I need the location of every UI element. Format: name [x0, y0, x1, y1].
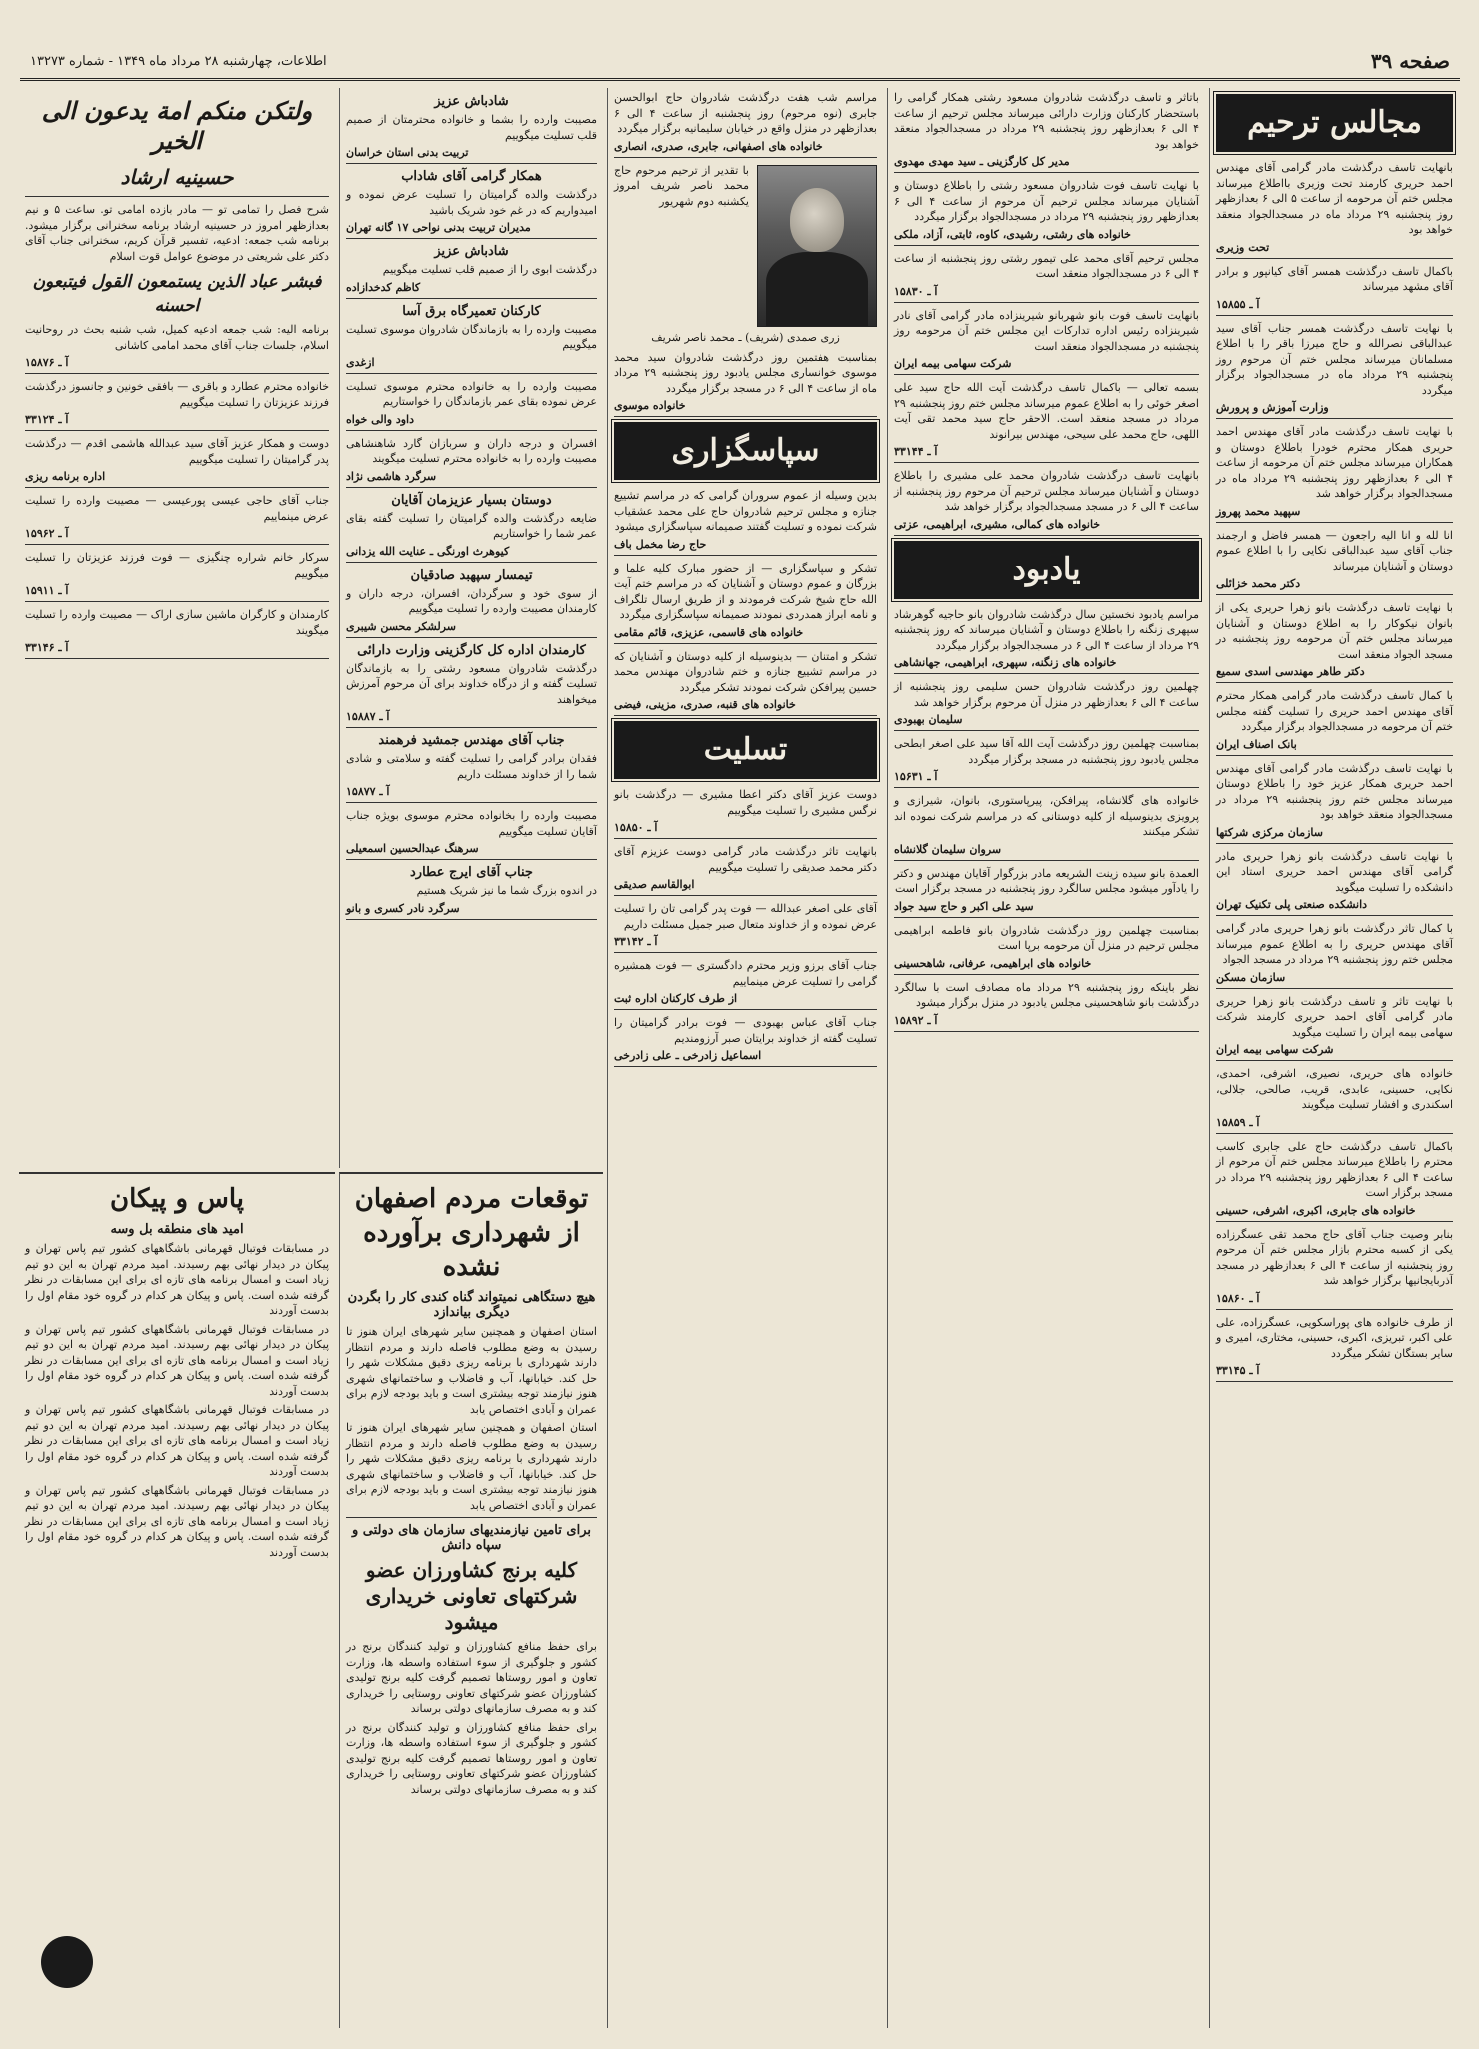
notice-text: با نهایت تاسف درگذشت مادر آقای مهندس احمد حریری همکار محترم خودرا باطلاع دوستان و همکاران میرساند مجلس ختم آن مرحومه از ساعت ۴ الی ۶ بعدازظهر روز پنجشنبه ۲۹ مرداد ماه در مسجدالجواد برگزار خواهد شد: [1216, 425, 1453, 500]
sports-body-2: در مسابقات فوتبال قهرمانی باشگاههای کشور تیم پاس تهران و پیکان در دیدار نهائی بهم رسیدند. امید مردم تهران به این دو تیم زیاد است و امسال برنامه های تازه ای برای این مسابقات در نظر گرفته شده است. پاس و پیکان هر کدام در گروه خود مقام اول را بدست آوردند: [25, 1322, 329, 1398]
notice-text: باکمال تاسف درگذشت همسر آقای کیانپور و برادر آقای مشهد میرساند: [1216, 264, 1453, 293]
notice-signature: آ ـ ۱۵۸۳۰: [894, 284, 938, 298]
notice-text: بانهایت تاسف فوت بانو شهربانو شیرینزاده مادر گرامی آقای نادر شیرینزاده رئیس اداره تدارکات این مجلس ختم آن مرحومه روز پنجشنبه در مسجدالجواد منعقد است: [894, 308, 1199, 353]
divider: [894, 917, 1199, 918]
sports-kicker: امید های منطقه بل وسه: [110, 1222, 244, 1237]
notice-text: درگذشت شادروان مسعود رشتی را به بازماندگان تسلیت گفته و از درگاه خداوند برای آن مرحوم آمرزش میخواهند: [346, 661, 597, 706]
notice-list: [614, 90, 877, 158]
divider: [346, 919, 597, 920]
divider: [894, 535, 1199, 536]
divider: [25, 196, 329, 197]
notice-signature: سرلشکر محسن شیبری: [346, 619, 456, 633]
notice-signature: آ ـ ۱۵۹۱۱: [25, 584, 69, 597]
isfahan-kicker: هیچ دستگاهی نمیتواند گناه کندی کار را بگردن دیگری بیاندازد: [347, 1290, 596, 1320]
notice-text: تشکر و سپاسگزاری — از حضور مبارک کلیه علما و بزرگان و عموم دوستان و آشنایان که در مراسم ختم آیت الله حاج شیخ شرکت فرمودند و از طریق ارسال تلگراف و نامه ابراز همدردی نمودند صمیمانه سپاسگزاری میگردد: [614, 561, 877, 621]
divider: [346, 298, 597, 299]
remembrance-banner: یادبود: [894, 541, 1199, 599]
notice-text: با کمال تاسف درگذشت مادر گرامی همکار محترم آقای مهندس احمد حریری را تسلیت گفته مجلس ختم آن مرحومه در مسجدالجواد برگزار میگردد: [1216, 689, 1453, 733]
divider: [1216, 258, 1453, 259]
divider: [614, 715, 877, 716]
divider: [1216, 1221, 1453, 1222]
notice-signature: سرهنگ عبدالحسین اسمعیلی: [346, 842, 479, 855]
column-religious: [19, 88, 335, 1168]
notice-text: با نهایت تاثر و تاسف درگذشت بانو زهرا حریری مادر گرامی آقای احمد حریری کارمند شرکت سهامی بیمه ایران را تسلیت میگوید: [1216, 994, 1453, 1039]
notice-text: باتاثر و تاسف درگذشت شادروان مسعود رشتی همکار گرامی را باستحضار کارکنان وزارت دارائی میرساند مجلس ترحیم از ساعت ۴ الی ۶ بعدازظهر روز پنجشنبه ۲۹ مرداد در مسجدالجواد منعقد خواهد بود: [894, 91, 1199, 151]
notice-text: مراسم یادبود نخستین سال درگذشت شادروان بانو حاجیه گوهرشاد سپهری زنگنه را باطلاع دوستان و آشنایان میرساند که روز پنجشنبه ۲۹ مرداد از ساعت ۴ الی ۶ در مسجدالجواد برگزار میگردد: [894, 607, 1199, 652]
notice-title: همکار گرامی آقای شاداب: [401, 169, 542, 184]
divider: [614, 555, 877, 556]
notice-text: افسران و درجه داران و سربازان گارد شاهنشاهی مصیبت وارده را به خانواده محترم تسلیت میگویند: [346, 436, 597, 465]
notice-signature: وزارت آموزش و پرورش: [1216, 401, 1329, 414]
notice-list: [614, 350, 877, 418]
divider: [25, 658, 329, 659]
program-text-2: برنامه الیه: شب جمعه ادعیه کمیل، شب شنبه بحث در روحانیت اسلام، جلسات جناب آقای محمد امامی کاشانی: [25, 323, 329, 352]
notice-text: مراسم شب هفت درگذشت شادروان حاج ابوالحسن جابری (نوه مرحوم) روز پنجشنبه از ساعت ۴ الی ۶ بعدازظهر در منزل واقع در خیابان سلیمانیه برگزار میگردد: [614, 91, 877, 135]
portrait-body: [766, 252, 868, 326]
notice-title: جناب آقای مهندس جمشید فرهمند: [378, 733, 565, 748]
column-condolences: [339, 88, 603, 1168]
notice-signature: خانواده های قنبه، صدری، مزینی، فیضی: [614, 698, 796, 711]
notice-signature: خانواده های رشتی، رشیدی، کاوه، ثابتی، آزاد، ملکی: [894, 227, 1131, 241]
notice-signature: شرکت سهامی بیمه ایران: [1216, 1043, 1334, 1056]
notice-title: کارمندان اداره کل کارگزینی وزارت دارائی: [357, 642, 586, 658]
notice-signature: آ ـ ۱۵۸۵۹: [1216, 1115, 1260, 1129]
notice-text: با نهایت تاسف درگذشت مادر گرامی آقای مهندس احمد حریری همکار عزیز خود را باطلاع دوستان میرساند مجلس ختم روز پنجشنبه ۲۹ مرداد در مسجدالجواد منعقد خواهد بود: [1216, 761, 1453, 821]
hosseinieh-title: حسینیه ارشاد: [120, 165, 234, 189]
notice-text: با نهایت تاسف درگذشت بانو زهرا حریری یکی از بانوان نیکوکار را به اطلاع دوستان و آشنایان میرساند مجلس ختم آن مرحومه روز پنجشنبه در مسجد الجواد منعقد است: [1216, 601, 1453, 661]
notice-text: بانهایت تاثر درگذشت مادر گرامی دوست عزیزم آقای دکتر محمد صدیقی را تسلیت میگوییم: [614, 845, 877, 874]
notice-text: جناب آقای عباس بهبودی — فوت برادر گرامیتان را تسلیت گفته از خداوند برایتان صبر آرزومندیم: [614, 1016, 877, 1045]
notice-text: مصیبت وارده را بشما و خانواده محترمتان از صمیم قلب تسلیت میگوییم: [346, 113, 597, 142]
notice-signature: سلیمان بهبودی: [894, 713, 963, 726]
divider: [1216, 843, 1453, 844]
memorials-banner: مجالس ترحیم: [1216, 94, 1453, 152]
divider: [346, 802, 597, 803]
notice-text: العمدة بانو سیده زینت الشریعه مادر بزرگوار آقایان مهندس و دکتر را یادآور میشود مجلس سالگرد روز پنجشنبه در مسجد برگزار است: [894, 866, 1199, 895]
thanks-list: [614, 488, 877, 716]
notice-text: ضایعه درگذشت والده گرامیتان را تسلیت گفته بقای عمر شما را خواستاریم: [346, 511, 597, 540]
condolence-banner: تسلیت: [614, 721, 877, 779]
divider: [894, 730, 1199, 731]
notice-text: خانواده های حریری، نصیری، اشرفی، احمدی، نکایی، حسینی، عابدی، قریب، صالحی، جلالی، اسکندری و افشار تسلیت میگویند: [1216, 1067, 1453, 1111]
notice-text: دوست و همکار عزیز آقای سید عبدالله هاشمی اقدم — درگذشت پدر گرامیتان را تسلیت میگوییم: [25, 437, 329, 466]
column-memorials: [1209, 88, 1459, 2028]
notice-signature: آ ـ ۱۵۹۶۲: [25, 527, 69, 540]
divider: [894, 860, 1199, 861]
notice-list: [25, 379, 329, 659]
notice-signature: کیوهرث اورنگی ـ عنایت الله یزدانی: [346, 544, 510, 558]
isfahan-headline: توقعات مردم اصفهان از شهرداری برآورده نشده: [354, 1184, 589, 1282]
divider: [614, 1066, 877, 1067]
remembrance-list: [894, 607, 1199, 1032]
notice-signature: آ ـ ۱۵۶۳۱: [894, 770, 938, 783]
notice-signature: مدیران تربیت بدنی نواحی ۱۷ گانه تهران: [346, 221, 531, 234]
divider: [25, 601, 329, 602]
notice-signature: سروان سلیمان گلانشاه: [894, 842, 1002, 856]
column-notices: [887, 88, 1205, 2028]
notice-title: تیمسار سپهبد صادقیان: [410, 567, 533, 583]
quran-verse: ولتکن منکم امة یدعون الی الخیر: [41, 96, 313, 155]
notice-signature: کاظم کدخدازاده: [346, 280, 421, 294]
notice-signature: آ ـ ۳۳۱۴۶: [25, 641, 69, 654]
notice-text: باکمال تاسف درگذشت حاج علی جابری کاسب محترم را باطلاع میرساند مجلس ختم آن مرحوم از ساعت ۴ الی ۶ بعدازظهر روز پنجشنبه ۲۹ مرداد در مسجد برگزار است: [1216, 1139, 1453, 1199]
notice-signature: سازمان مسکن: [1216, 970, 1286, 984]
notice-signature: آ ـ ۱۵۸۵۵: [1216, 297, 1260, 311]
notice-signature: سازمان مرکزی شرکتها: [1216, 825, 1324, 839]
quran-verse-2: فبشر عباد الذین یستمعون القول فیتبعون احسنه: [32, 272, 322, 316]
divider: [346, 238, 597, 239]
issue-info: اطلاعات، چهارشنبه ۲۸ مرداد ماه ۱۳۴۹ - شماره ۱۳۲۷۳: [30, 53, 327, 69]
notice-text: بمناسبت هفتمین روز درگذشت شادروان سید محمد موسوی خوانساری مجلس یادبود روز پنجشنبه ۲۹ مرداد ماه از ساعت ۴ الی ۶ در مسجد برگزار میگردد: [614, 350, 877, 395]
notice-text: کارمندان و کارگران ماشین سازی اراک — مصیبت وارده را تسلیت میگویند: [25, 608, 329, 637]
divider: [894, 172, 1199, 173]
notice-signature: داود والی خواه: [346, 412, 415, 426]
thanks-banner: سپاسگزاری: [614, 422, 877, 480]
notice-text: مصیبت وارده را به بازماندگان شادروان موسوی تسلیت میگوییم: [346, 322, 597, 351]
condolence-list: [346, 94, 597, 920]
divider: [894, 1031, 1199, 1032]
divider: [894, 787, 1199, 788]
notice-signature: اداره برنامه ریزی: [25, 470, 106, 483]
divider: [346, 562, 597, 563]
notice-text: بانهایت تاسف درگذشت مادر گرامی آقای مهندس احمد حریری کارمند تحت وزیری بااطلاع میرساند مجلس ختم آن مرحومه از ساعت ۵ الی ۶ بعدازظهر روز پنجشنبه ۲۹ مرداد ماه در مسجدالجواد منعقد خواهد بود: [1216, 161, 1453, 236]
divider: [614, 416, 877, 417]
portrait-caption: زری صمدی (شریف) ـ محمد ناصر شریف: [651, 330, 840, 344]
notice-text: خانواده محترم عطارد و باقری — بافقی خونین و جانسوز درگذشت فرزند عزیزتان را تسلیت میگوییم: [25, 380, 329, 409]
column-thanks: [607, 88, 883, 2028]
notice-signature: ازغدی: [346, 355, 375, 369]
notice-signature: سپهبد محمد پهروز: [1216, 504, 1301, 518]
notice-text: درگذشت ابوی را از صمیم قلب تسلیت میگوییم: [382, 263, 597, 276]
sports-body-3: در مسابقات فوتبال قهرمانی باشگاههای کشور تیم پاس تهران و پیکان در دیدار نهائی بهم رسیدند. امید مردم تهران به این دو تیم زیاد است و امسال برنامه های تازه ای برای این مسابقات در نظر گرفته شده است. پاس و پیکان هر کدام در گروه خود مقام اول را بدست آوردند: [25, 1403, 329, 1478]
notice-text: مصیبت وارده را به خانواده محترم موسوی تسلیت عرض نموده بقای عمر بازماندگان را خواستاریم: [346, 379, 597, 408]
rural-body: برای حفظ منافع کشاورزان و تولید کنندگان برنج در کشور و جلوگیری از سوء استفاده واسطه ها، وزارت تعاون و امور روستاها تصمیم گرفت کلیه برنج تولیدی کشاورزان عضو شرکتهای تعاونی روستایی را خریداری کند و به مصرف سازمانهای دولتی برساند: [346, 1640, 597, 1715]
divider: [25, 373, 329, 374]
notice-text: بدین وسیله از عموم سروران گرامی که در مراسم تشییع جنازه و مجلس ترحیم شادروان حاج علی محمد عشقیاب شرکت نموده و تسلیت گفتند صمیمانه سپاسگزاری میشود: [614, 489, 877, 533]
divider: [1216, 1309, 1453, 1310]
notice-text: انا لله و انا الیه راجعون — همسر فاضل و ارجمند جناب آقای سید عبدالباقی نکایی را با اطلاع عموم دوستان و آشنایان میرساند: [1216, 528, 1453, 573]
divider: [1216, 594, 1453, 595]
program-code: آ ـ ۱۵۸۷۶: [25, 356, 69, 369]
notice-text: با نهایت تاسف درگذشت همسر جناب آقای سید عبدالباقی نصرالله و حاج میرزا باقر را با اطلاع مسلمانان میرساند مجلس ختم آن مرحوم روز پنجشنبه ۲۹ مرداد ماه در مسجدالجواد برگزار میگردد: [1216, 321, 1454, 397]
notice-signature: مدیر کل کارگزینی ـ سید مهدی مهدوی: [894, 155, 1070, 168]
portrait-block: [614, 163, 877, 344]
notice-title: شادباش عزیز: [434, 94, 509, 109]
notice-text: با کمال تاثر درگذشت بانو زهرا حریری مادر گرامی آقای مهندس حریری را به اطلاع عموم میرساند مجلس ختم روز پنجشنبه ۲۹ مرداد در مسجد الجواد: [1216, 922, 1453, 966]
notice-signature: خانواده های زنگنه، سپهری، ابراهیمی، جهانشاهی: [894, 656, 1117, 669]
divider: [894, 374, 1199, 375]
notice-text: بانهایت تاسف درگذشت شادروان محمد علی مشیری را باطلاع دوستان و آشنایان میرساند مجلس ترحیم آن مرحوم روز پنجشنبه از ساعت ۴ الی ۶ در مسجد مسجدالجواد برگزار خواهد شد: [894, 469, 1199, 513]
notice-title: کارکنان تعمیرگاه برق آسا: [402, 303, 541, 319]
rural-headline: کلیه برنج کشاورزان عضو شرکتهای تعاونی خریداری میشود: [365, 1558, 578, 1634]
notice-signature: خانواده های ابراهیمی، عرفانی، شاهحسینی: [894, 956, 1092, 970]
notice-signature: دانشکده صنعتی پلی تکنیک تهران: [1216, 898, 1368, 911]
notice-text: مجلس ترحیم آقای محمد علی تیمور رشتی روز پنجشنبه از ساعت ۴ الی ۶ در مسجدالجواد منعقد است: [894, 251, 1199, 280]
notice-text: بمناسبت چهلمین روز درگذشت شادروان بانو فاطمه ابراهیمی مجلس ترحیم در منزل آن مرحومه برپا است: [894, 923, 1199, 952]
portrait-head: [790, 188, 844, 252]
notice-signature: آ ـ ۳۳۱۴۵: [1216, 1364, 1260, 1377]
divider: [1216, 522, 1453, 523]
notice-text: از طرف خانواده های پوراسکویی، عسگرزاده، علی علی اکبر، تبریزی، اکبری، حسینی، مختاری، امیری و سایر بستگان تشکر میگردد: [1216, 1315, 1453, 1360]
notice-title: شادباش عزیز: [434, 244, 509, 259]
sports-body-4: در مسابقات فوتبال قهرمانی باشگاههای کشور تیم پاس تهران و پیکان در دیدار نهائی بهم رسیدند. امید مردم تهران به این دو تیم زیاد است و امسال برنامه های تازه ای برای این مسابقات در نظر گرفته شده است. پاس و پیکان هر کدام در گروه خود مقام اول را بدست آوردند: [25, 1483, 329, 1559]
notice-title: دوستان بسیار عزیزمان آقایان: [391, 492, 552, 508]
notice-signature: دکتر طاهر مهندسی اسدی سمیع: [1216, 665, 1365, 678]
notice-signature: تربیت بدنی استان خراسان: [346, 146, 469, 159]
notice-signature: آ ـ ۳۳۱۲۴: [25, 413, 69, 426]
divider: [25, 544, 329, 545]
notice-title: جناب آقای ایرج عطارد: [410, 865, 533, 880]
divider: [1216, 682, 1453, 683]
notice-signature: خانواده موسوی: [614, 399, 686, 412]
divider: [1216, 418, 1453, 419]
notice-list: [894, 90, 1199, 536]
divider: [614, 952, 877, 953]
divider: [894, 245, 1199, 246]
notice-signature: آ ـ ۳۳۱۴۴: [894, 445, 938, 458]
divider: [346, 163, 597, 164]
isfahan-article: [339, 1172, 603, 2028]
isfahan-body-2: استان اصفهان و همچنین سایر شهرهای ایران هنوز تا رسیدن به وضع مطلوب فاصله دارند و مردم انتظار دارند شهرداری با برنامه ریزی دقیق مشکلات شهر را حل کند. خیابانها، آب و فاضلاب و ساختمانهای شهری هنوز نیازمند توجه بیشتری است و باید بودجه لازم برای عمران و آبادی اختصاص یابد: [346, 1421, 597, 1512]
notice-signature: آ ـ ۱۵۸۶۰: [1216, 1291, 1260, 1305]
notice-text: با نهایت تاسف درگذشت بانو زهرا حریری مادر گرامی آقای مهندس احمد حریری استاد این دانشکده را تسلیت میگوید: [1216, 849, 1453, 894]
sports-headline: پاس و پیکان: [109, 1184, 244, 1214]
notice-signature: اسماعیل زادرخی ـ علی زادرخی: [614, 1049, 762, 1062]
notice-text: در اندوه بزرگ شما ما نیز شریک هستیم: [416, 884, 597, 897]
notice-signature: دکتر محمد خزائلی: [1216, 577, 1301, 590]
notice-text: مصیبت وارده را بخانواده محترم موسوی بویژه جناب آقایان تسلیت میگوییم: [346, 809, 597, 838]
divider: [346, 1517, 597, 1518]
notice-signature: تحت وزیری: [1216, 240, 1270, 254]
divider: [25, 430, 329, 431]
notice-signature: ابوالقاسم صدیقی: [614, 878, 695, 891]
divider: [614, 643, 877, 644]
notice-signature: سرگرد نادر کسری و بانو: [346, 901, 460, 915]
divider: [346, 373, 597, 374]
memorial-notices: [1216, 160, 1453, 1382]
notice-text: فقدان برادر گرامی را تسلیت گفته و سلامتی و شادی شما را از خداوند مسئلت داریم: [346, 752, 597, 781]
notice-text: سرکار خانم شراره چنگیزی — فوت فرزند عزیزتان را تسلیت میگوییم: [25, 551, 329, 580]
notice-text: با نهایت تاسف فوت شادروان مسعود رشتی را باطلاع دوستان و آشنایان میرساند مجلس ترحیم آن مرحوم از ساعت ۴ الی ۶ بعدازظهر روز پنجشنبه ۲۹ مرداد در مسجدالجواد برگزار میگردد: [894, 179, 1199, 223]
notice-text: نظر باینکه روز پنجشنبه ۲۹ مرداد ماه مصادف است با سالگرد درگذشت بانو شاهحسینی مجلس یادبود در منزل برگزار میشود: [894, 980, 1199, 1009]
divider: [894, 673, 1199, 674]
divider: [614, 157, 877, 158]
rural-kicker: برای تامین نیازمندیهای سازمان های دولتی و سپاه دانش: [352, 1523, 591, 1553]
notice-text: دوست عزیز آقای دکتر اعطا مشیری — درگذشت بانو نرگس مشیری را تسلیت میگوییم: [614, 788, 877, 817]
page-header: [20, 44, 1460, 81]
notice-signature: خانواده های جابری، اکبری، اشرفی، حسینی: [1216, 1203, 1416, 1217]
portrait-photo: [757, 165, 877, 327]
notice-signature: خانواده های قاسمی، عزیزی، قائم مقامی: [614, 625, 804, 639]
divider: [1216, 1133, 1453, 1134]
rural-body-2: برای حفظ منافع کشاورزان و تولید کنندگان برنج در کشور و جلوگیری از سوء استفاده واسطه ها، وزارت تعاون و امور روستاها تصمیم گرفت کلیه برنج تولیدی کشاورزان عضو شرکتهای تعاونی روستایی را خریداری کند و به مصرف سازمانهای دولتی برساند: [346, 1720, 597, 1796]
sports-body: در مسابقات فوتبال قهرمانی باشگاههای کشور تیم پاس تهران و پیکان در دیدار نهائی بهم رسیدند. امید مردم تهران به این دو تیم زیاد است و امسال برنامه های تازه ای برای این مسابقات در نظر گرفته شده است. پاس و پیکان هر کدام در گروه خود مقام اول را بدست آوردند: [25, 1242, 329, 1317]
notice-signature: آ ـ ۱۵۸۸۷: [346, 710, 390, 723]
divider: [1216, 315, 1453, 316]
program-text: شرح فصل را تمامی تو — مادر بازده امامی تو. ساعت ۵ و نیم بعدازظهر امروز در حسینیه ارشاد برنامه سخنرانی برگزار میشود. برنامه شب جمعه: ادعیه، تفسیر قرآن کریم، سخنرانی جناب آقای دکتر علی شریعتی در موضوع عوامل قوت اسلام: [25, 203, 329, 263]
ornament-circle: [41, 1936, 93, 1988]
notice-text: خانواده های گلانشاه، پیرافکن، پیرپاستوری، بانوان، شیرازی و پرویزی بدینوسیله از کلیه دوستانی که در مراسم شرکت نموده اند تشکر میکنند: [894, 794, 1199, 838]
notice-signature: آ ـ ۱۵۸۹۲: [894, 1013, 938, 1027]
notice-signature: آ ـ ۱۵۸۷۷: [346, 785, 390, 798]
divider: [346, 487, 597, 488]
notice-signature: سرگرد هاشمی نژاد: [346, 469, 437, 483]
notice-signature: از طرف کارکنان اداره ثبت: [614, 992, 738, 1005]
divider: [614, 838, 877, 839]
divider: [346, 727, 597, 728]
notice-text: چهلمین روز درگذشت شادروان حسن سلیمی روز پنجشنبه از ساعت ۴ الی ۶ بعدازظهر در منزل آن مرحوم برگزار خواهد شد: [894, 680, 1199, 709]
notice-signature: آ ـ ۱۵۸۵۰: [614, 821, 658, 834]
notice-signature: خانواده های کمالی، مشیری، ابراهیمی، عزتی: [894, 517, 1101, 531]
divider: [894, 974, 1199, 975]
notice-signature: بانک اصناف ایران: [1216, 737, 1297, 751]
notice-text: بمناسبت چهلمین روز درگذشت آیت الله آقا سید علی اصغر ابطحی مجلس یادبود روز پنجشنبه در مسجد برگزار میگردد: [894, 737, 1199, 766]
notice-text: تشکر و امتنان — بدینوسیله از کلیه دوستان و آشنایان که در مراسم تشییع جنازه و ختم شادروان مهندس محمد حسین پیرافکن شرکت نمودند تشکر میگردد: [614, 649, 877, 694]
notice-signature: خانواده های اصفهانی، جابری، صدری، انصاری: [614, 139, 823, 153]
divider: [614, 1009, 877, 1010]
divider: [1216, 1381, 1453, 1382]
divider: [346, 859, 597, 860]
notice-text: درگذشت والده گرامیتان را تسلیت عرض نموده و امیدواریم که در غم خود شریک باشید: [346, 188, 597, 217]
divider: [1216, 755, 1453, 756]
divider: [25, 487, 329, 488]
notice-signature: حاج رضا مخمل باف: [614, 537, 707, 551]
notice-text: جناب آقای حاجی عیسی پورعیسی — مصیبت وارده را تسلیت عرض مینماییم: [25, 494, 329, 523]
divider: [614, 895, 877, 896]
sports-article: [19, 1172, 335, 2028]
condolence-list: [614, 787, 877, 1067]
divider: [346, 637, 597, 638]
notice-signature: شرکت سهامی بیمه ایران: [894, 357, 1012, 370]
notice-text: بنابر وصیت جناب آقای حاج محمد تقی عسگرزاده یکی از کسبه محترم بازار مجلس ختم آن مرحوم روز پنجشنبه از ساعت ۴ الی ۶ بعدازظهر در مسجد آذربایجانیها برگزار خواهد شد: [1216, 1227, 1453, 1287]
notice-text: بسمه تعالی — باکمال تاسف درگذشت آیت الله حاج سید علی اصغر خوئی را به اطلاع عموم میرساند مجلس ختم روز پنجشنبه ۲۹ مرداد در مسجد منعقد است. الاحقر حاج سید محمد تقی آیت اللهی، حاج محمد علی سیحی، مهندس بیرانوند: [894, 381, 1199, 441]
divider: [1216, 915, 1453, 916]
divider: [894, 462, 1199, 463]
notice-text: از سوی خود و سرگردان، افسران، درجه داران و کارمندان مصیبت وارده را تسلیت میگوییم: [346, 586, 597, 615]
notice-signature: آ ـ ۳۳۱۴۲: [614, 935, 658, 948]
page-number: صفحه ۳۹: [1370, 49, 1450, 73]
isfahan-body: استان اصفهان و همچنین سایر شهرهای ایران هنوز تا رسیدن به وضع مطلوب فاصله دارند و مردم انتظار دارند شهرداری با برنامه ریزی دقیق مشکلات شهر را حل کند. خیابانها، آب و فاضلاب و ساختمانهای شهری هنوز نیازمند توجه بیشتری است و باید بودجه لازم برای عمران و آبادی اختصاص یابد: [346, 1325, 597, 1416]
divider: [1216, 1060, 1453, 1061]
portrait-side-text: با تقدیر از ترحیم مرحوم حاج محمد ناصر شریف امروز یکشنبه دوم شهریور: [614, 163, 749, 208]
notice-signature: سید علی اکبر و حاج سید جواد: [894, 899, 1034, 913]
divider: [346, 430, 597, 431]
divider: [894, 302, 1199, 303]
notice-text: جناب آقای برزو وزیر محترم دادگستری — فوت همشیره گرامی را تسلیت عرض مینماییم: [614, 959, 877, 988]
divider: [1216, 988, 1453, 989]
notice-text: آقای علی اصغر عبدالله — فوت پدر گرامی تان را تسلیت عرض نموده و از خداوند متعال صبر جمیل مسئلت داریم: [614, 902, 877, 931]
